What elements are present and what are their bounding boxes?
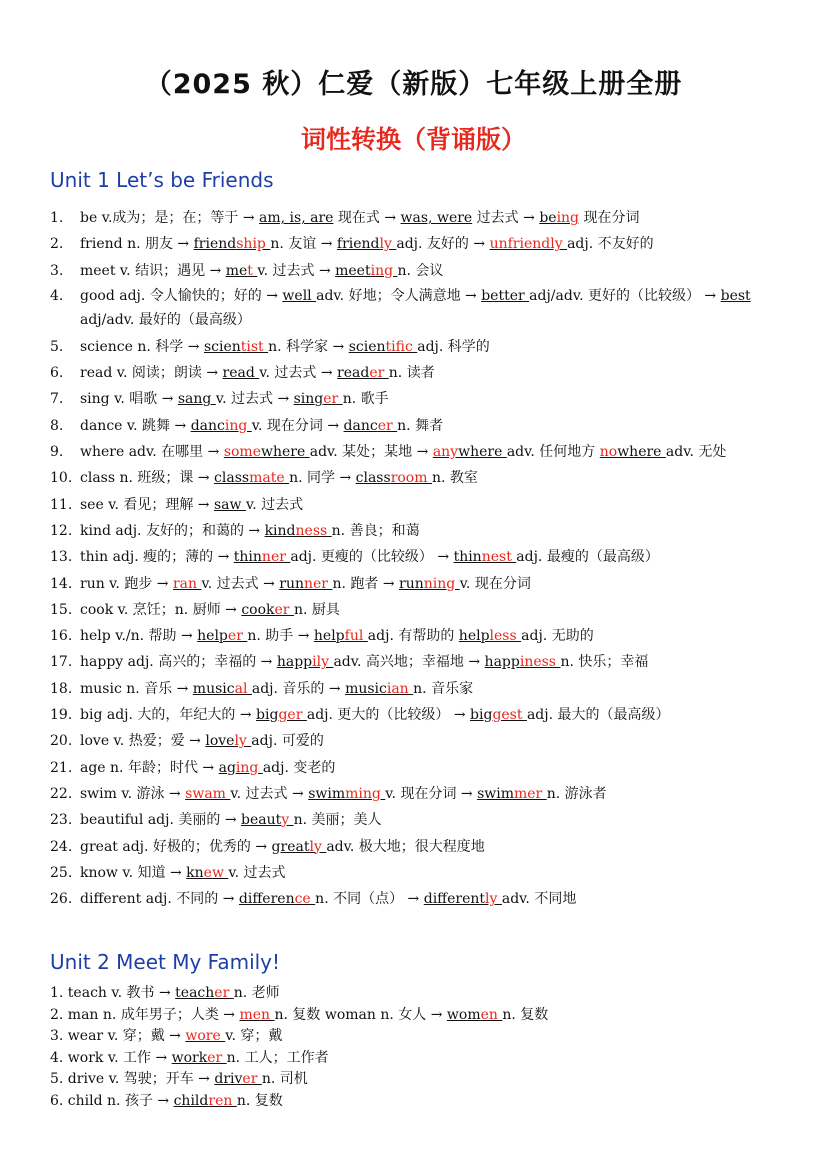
answer-text: ily bbox=[312, 654, 334, 671]
entry-text: adj. 不友好的 bbox=[567, 236, 654, 253]
entry-text: adv. 任何地方 bbox=[506, 444, 600, 461]
answer-text: scien bbox=[203, 338, 241, 355]
answer-text: ly bbox=[485, 891, 502, 908]
answer-text: thin bbox=[453, 549, 482, 566]
page-title: （2025 秋）仁爱（新版）七年级上册全册 bbox=[144, 69, 683, 100]
answer-text: be bbox=[539, 210, 557, 226]
item-number: 3. bbox=[50, 262, 64, 279]
answer-text: swim bbox=[477, 785, 514, 802]
item-number: 23. bbox=[50, 812, 73, 829]
answer-text: sang bbox=[177, 391, 216, 408]
answer-text: ming bbox=[345, 785, 386, 802]
answer-text: swim bbox=[308, 785, 346, 802]
list-item bbox=[50, 623, 790, 649]
answer-text: ce bbox=[294, 891, 316, 908]
item-body bbox=[80, 284, 790, 332]
answer-text: saw bbox=[213, 496, 246, 513]
entry-text: run v. 跑步 → bbox=[80, 575, 173, 592]
answer-text: men bbox=[239, 1006, 275, 1023]
entry-text: n. 助手 → bbox=[247, 628, 314, 645]
list-item bbox=[50, 231, 790, 257]
answer-text: ing bbox=[224, 417, 252, 434]
answer-text: driv bbox=[214, 1071, 243, 1088]
entry-text: n. 司机 bbox=[261, 1071, 308, 1088]
entry-text: adv. 极大地；很大程度地 bbox=[326, 838, 485, 855]
entry-text: adj. 最大的（最高级） bbox=[526, 707, 670, 724]
list-item bbox=[50, 1091, 790, 1113]
entry-text: v. 现在分词 → bbox=[385, 785, 478, 802]
entry-text: n. 复数 bbox=[502, 1006, 549, 1023]
answer-text: tist bbox=[240, 338, 269, 355]
answer-text: run bbox=[279, 575, 304, 592]
item-number: 2. bbox=[50, 236, 64, 253]
answer-text: er bbox=[227, 628, 248, 645]
item-number: 25. bbox=[50, 864, 73, 881]
answer-text: well bbox=[282, 287, 317, 304]
answer-text: er bbox=[274, 601, 294, 618]
entry-text: v. 过去式 → bbox=[257, 262, 336, 279]
item-body bbox=[80, 812, 382, 828]
answer-text: where bbox=[458, 444, 507, 461]
entry-text: happy adj. 高兴的；幸福的 → bbox=[80, 654, 277, 671]
entry-text: v. 穿；戴 bbox=[225, 1028, 283, 1045]
item-body bbox=[80, 497, 303, 513]
item-body bbox=[80, 339, 490, 355]
item-body bbox=[80, 365, 435, 381]
answer-text: swam bbox=[185, 785, 231, 802]
entry-text: adj. 变老的 bbox=[262, 759, 336, 776]
answer-text: ly bbox=[234, 733, 252, 750]
list-item bbox=[50, 755, 790, 781]
entry-text: thin adj. 瘦的；薄的 → bbox=[80, 549, 234, 566]
entry-text: different adj. 不同的 → bbox=[80, 891, 239, 908]
item-body bbox=[80, 263, 443, 279]
list-item bbox=[50, 544, 790, 570]
entry-text: v. 现在分词 bbox=[459, 575, 531, 592]
answer-text: tific bbox=[385, 338, 418, 355]
answer-text: sing bbox=[293, 391, 324, 408]
list-item bbox=[50, 834, 790, 860]
list-item bbox=[50, 1048, 790, 1070]
entry-text: adj. 更瘦的（比较级） → bbox=[290, 549, 454, 566]
entry-text: adv. 高兴地；幸福地 → bbox=[333, 654, 485, 671]
entry-text: 过去式 → bbox=[472, 210, 540, 226]
answer-text: ly bbox=[379, 236, 397, 253]
answer-text: ly bbox=[309, 838, 327, 855]
answer-text: er bbox=[323, 391, 343, 408]
item-body bbox=[80, 681, 473, 697]
entry-text: n. 读者 bbox=[388, 365, 435, 382]
entry-text: class n. 班级；课 → bbox=[80, 470, 215, 487]
list-item bbox=[50, 284, 790, 334]
entry-text: n. 科学家 → bbox=[268, 338, 349, 355]
answer-text: ship bbox=[236, 236, 271, 253]
entry-text: v. 过去式 → bbox=[230, 785, 309, 802]
answer-text: gest bbox=[492, 707, 527, 724]
answer-text: ning bbox=[423, 575, 460, 592]
answer-text: no bbox=[599, 444, 618, 461]
item-number: 26. bbox=[50, 891, 73, 908]
entry-text: friend n. 朋友 → bbox=[80, 236, 194, 253]
item-body bbox=[80, 733, 324, 749]
entry-text: v. 过去式 bbox=[228, 864, 286, 881]
entry-text: see v. 看见；理解 → bbox=[80, 496, 214, 513]
entry-text: 现在分词 bbox=[579, 210, 640, 226]
entry-text: adj. 科学的 bbox=[417, 338, 490, 355]
answer-text: wom bbox=[446, 1006, 481, 1023]
entry-text: n. 快乐；幸福 bbox=[560, 654, 649, 671]
list-item bbox=[50, 386, 790, 412]
entry-text: swim v. 游泳 → bbox=[80, 785, 186, 802]
entry-text: love v. 热爱；爱 → bbox=[80, 733, 206, 750]
list-item bbox=[50, 571, 790, 597]
entry-text: n. 工人；工作者 bbox=[226, 1049, 329, 1066]
item-number: 12. bbox=[50, 522, 73, 539]
item-body bbox=[80, 786, 607, 802]
answer-text: er bbox=[242, 1071, 262, 1088]
entry-text: 5. drive v. 驾驶；开车 → bbox=[50, 1071, 215, 1088]
list-item bbox=[50, 1026, 790, 1048]
answer-text: any bbox=[432, 444, 459, 461]
answer-text: er bbox=[377, 417, 398, 434]
answer-text: ran bbox=[172, 575, 202, 592]
entry-text: 1. teach v. 教书 → bbox=[50, 985, 176, 1001]
entry-text: n. 音乐家 bbox=[413, 680, 474, 697]
answer-text: love bbox=[205, 733, 235, 750]
item-number: 6. bbox=[50, 365, 64, 382]
entry-text: adj. 最瘦的（最高级） bbox=[516, 549, 659, 566]
entry-text: meet v. 结识；遇见 → bbox=[80, 262, 226, 279]
item-body bbox=[80, 210, 639, 226]
answer-text: great bbox=[271, 838, 310, 855]
answer-text: read bbox=[222, 365, 260, 382]
answer-text: best bbox=[720, 287, 751, 304]
entry-text: adv. 无处 bbox=[665, 444, 727, 461]
answer-text: kn bbox=[186, 864, 204, 881]
item-number: 16. bbox=[50, 628, 73, 645]
item-number: 18. bbox=[50, 680, 73, 697]
answer-text: friend bbox=[193, 236, 237, 253]
entry-text: n. 歌手 bbox=[342, 391, 389, 408]
answer-text: read bbox=[337, 365, 370, 382]
list-item bbox=[50, 597, 790, 623]
answer-text: er bbox=[369, 365, 389, 382]
entry-text: n. 教室 bbox=[431, 470, 478, 487]
entry-text: v. 过去式 → bbox=[201, 575, 280, 592]
item-number: 15. bbox=[50, 601, 73, 618]
answer-text: help bbox=[313, 628, 345, 645]
entry-text: age n. 年龄；时代 → bbox=[80, 759, 219, 776]
item-body bbox=[80, 236, 654, 252]
item-number: 8. bbox=[50, 417, 64, 434]
item-body bbox=[80, 707, 670, 723]
answer-text: help bbox=[458, 628, 490, 645]
answer-text: al bbox=[234, 680, 252, 697]
answer-text: me bbox=[225, 262, 248, 279]
page-subtitle: 词性转换（背诵版） bbox=[300, 125, 526, 154]
answer-text: class bbox=[214, 470, 250, 487]
answer-text: ian bbox=[386, 680, 414, 697]
list-item bbox=[50, 983, 790, 1005]
answer-text: different bbox=[423, 891, 486, 908]
item-body bbox=[80, 444, 726, 460]
answer-text: unfriendly bbox=[489, 236, 568, 253]
entry-text: adv. 好地；令人满意地 → bbox=[316, 287, 482, 304]
answer-text: class bbox=[355, 470, 391, 487]
item-body bbox=[80, 602, 340, 618]
answer-text: meet bbox=[335, 262, 371, 279]
list-item bbox=[50, 781, 790, 807]
answer-text: danc bbox=[190, 417, 225, 434]
answer-text: friend bbox=[336, 236, 380, 253]
answer-text: less bbox=[489, 628, 522, 645]
unit-2-word-list bbox=[50, 983, 790, 1113]
entry-text: n. 厨具 bbox=[293, 601, 340, 618]
answer-text: ing bbox=[556, 210, 580, 226]
item-number: 9. bbox=[50, 444, 64, 461]
list-item bbox=[50, 413, 790, 439]
entry-text: adj/adv. 更好的（比较级） → bbox=[529, 287, 721, 304]
entry-text: know v. 知道 → bbox=[80, 864, 187, 881]
answer-text: big bbox=[256, 707, 279, 724]
entry-text: n. 舞者 bbox=[397, 417, 444, 434]
list-item bbox=[50, 258, 790, 284]
answer-text: happ bbox=[484, 654, 520, 671]
entry-text: beautiful adj. 美丽的 → bbox=[80, 812, 242, 829]
answer-text: ing bbox=[370, 262, 398, 279]
entry-text: science n. 科学 → bbox=[80, 338, 204, 355]
answer-text: music bbox=[192, 680, 235, 697]
answer-text: ew bbox=[203, 864, 229, 881]
list-item bbox=[50, 492, 790, 518]
answer-text: mate bbox=[249, 470, 290, 487]
list-item bbox=[50, 886, 790, 912]
list-item bbox=[50, 1005, 790, 1027]
answer-text: help bbox=[197, 628, 228, 645]
item-number: 7. bbox=[50, 391, 64, 408]
answer-text: work bbox=[171, 1049, 208, 1066]
item-number: 19. bbox=[50, 707, 73, 724]
entry-text: dance v. 跳舞 → bbox=[80, 417, 191, 434]
entry-text: 4. work v. 工作 → bbox=[50, 1049, 172, 1066]
entry-text: adj. 音乐的 → bbox=[251, 680, 346, 697]
answer-text: run bbox=[399, 575, 424, 592]
item-body bbox=[80, 628, 594, 644]
list-item bbox=[50, 439, 790, 465]
answer-text: differen bbox=[238, 891, 295, 908]
item-number: 17. bbox=[50, 654, 73, 671]
answer-text: music bbox=[345, 680, 387, 697]
list-item bbox=[50, 1069, 790, 1091]
item-number: 5. bbox=[50, 338, 64, 355]
item-number: 13. bbox=[50, 549, 73, 566]
list-item bbox=[50, 205, 790, 231]
entry-text: adj. 无助的 bbox=[521, 628, 594, 645]
entry-text: adj/adv. 最好的（最高级） bbox=[80, 311, 251, 328]
item-number: 14. bbox=[50, 575, 73, 592]
item-body bbox=[80, 549, 659, 565]
item-number: 10. bbox=[50, 470, 73, 487]
entry-text: v. 现在分词 → bbox=[251, 417, 344, 434]
item-number: 24. bbox=[50, 838, 73, 855]
item-number: 11. bbox=[50, 496, 73, 513]
unit-2-heading: Unit 2 Meet My Family! bbox=[50, 950, 281, 974]
entry-text: n. 游泳者 bbox=[546, 785, 607, 802]
item-number: 4. bbox=[50, 287, 64, 304]
entry-text: adj. 可爱的 bbox=[251, 733, 324, 750]
item-body bbox=[80, 523, 420, 539]
unit-1-heading: Unit 1 Let’s be Friends bbox=[50, 168, 274, 192]
list-item bbox=[50, 334, 790, 360]
answer-text: en bbox=[480, 1006, 503, 1023]
answer-text: big bbox=[470, 707, 493, 724]
answer-text: am, is, are bbox=[259, 210, 334, 226]
list-item bbox=[50, 676, 790, 702]
answer-text: t bbox=[247, 262, 258, 279]
entry-text: music n. 音乐 → bbox=[80, 680, 193, 697]
answer-text: child bbox=[173, 1092, 209, 1109]
entry-text: n. 跑者 → bbox=[332, 575, 400, 592]
answer-text: teach bbox=[175, 985, 215, 1001]
entry-text: n. 会议 bbox=[397, 262, 444, 279]
item-body bbox=[80, 470, 478, 486]
entry-text: v. 过去式 → bbox=[215, 391, 294, 408]
item-body bbox=[80, 891, 576, 907]
entry-text: sing v. 唱歌 → bbox=[80, 391, 178, 408]
list-item bbox=[50, 860, 790, 886]
item-number: 20. bbox=[50, 733, 73, 750]
answer-text: ing bbox=[235, 759, 263, 776]
list-item bbox=[50, 360, 790, 386]
entry-text: n. 同学 → bbox=[289, 470, 356, 487]
entry-text: n. 老师 bbox=[233, 985, 280, 1001]
entry-text: n. 友谊 → bbox=[270, 236, 337, 253]
entry-text: big adj. 大的，年纪大的 → bbox=[80, 707, 257, 724]
answer-text: kind bbox=[264, 522, 296, 539]
item-body bbox=[80, 391, 389, 407]
item-number: 22. bbox=[50, 785, 73, 802]
entry-text: good adj. 令人愉快的；好的 → bbox=[80, 287, 283, 304]
entry-text: where adv. 在哪里 → bbox=[80, 444, 224, 461]
answer-text: er bbox=[207, 1049, 227, 1066]
entry-text: n. 不同（点） → bbox=[315, 891, 424, 908]
answer-text: some bbox=[223, 444, 261, 461]
entry-text: be v.成为；是；在；等于 → bbox=[80, 210, 260, 226]
answer-text: y bbox=[281, 812, 294, 829]
entry-text: 6. child n. 孩子 → bbox=[50, 1092, 174, 1109]
answer-text: ger bbox=[278, 707, 307, 724]
answer-text: iness bbox=[519, 654, 561, 671]
answer-text: where bbox=[261, 444, 310, 461]
item-body bbox=[80, 865, 286, 881]
entry-text: 现在式 → bbox=[333, 210, 401, 226]
entry-text: adj. 更大的（比较级） → bbox=[306, 707, 471, 724]
entry-text: n. 善良；和蔼 bbox=[331, 522, 420, 539]
answer-text: happ bbox=[276, 654, 313, 671]
list-item bbox=[50, 649, 790, 675]
entry-text: 2. man n. 成年男子；人类 → bbox=[50, 1006, 240, 1023]
answer-text: was, were bbox=[400, 210, 473, 226]
item-body bbox=[80, 576, 531, 592]
item-body bbox=[80, 839, 485, 855]
answer-text: ner bbox=[261, 549, 291, 566]
answer-text: er bbox=[214, 985, 234, 1001]
answer-text: mer bbox=[514, 785, 547, 802]
entry-text: adv. 不同地 bbox=[501, 891, 577, 908]
entry-text: 3. wear v. 穿；戴 → bbox=[50, 1028, 186, 1045]
answer-text: ag bbox=[218, 759, 236, 776]
item-number: 21. bbox=[50, 759, 73, 776]
entry-text: help v./n. 帮助 → bbox=[80, 628, 198, 645]
item-body bbox=[80, 760, 335, 776]
answer-text: room bbox=[390, 470, 432, 487]
answer-text: nest bbox=[481, 549, 517, 566]
answer-text: wore bbox=[185, 1028, 226, 1045]
entry-text: adj. 有帮助的 bbox=[367, 628, 459, 645]
entry-text: adj. 友好的 → bbox=[396, 236, 490, 253]
answer-text: cook bbox=[241, 601, 275, 618]
entry-text: adv. 某处；某地 → bbox=[309, 444, 433, 461]
item-number: 1. bbox=[50, 210, 64, 226]
entry-text: v. 过去式 bbox=[245, 496, 304, 513]
list-item bbox=[50, 465, 790, 491]
list-item bbox=[50, 518, 790, 544]
entry-text: great adj. 好极的；优秀的 → bbox=[80, 838, 272, 855]
answer-text: beaut bbox=[241, 812, 282, 829]
answer-text: ner bbox=[304, 575, 333, 592]
entry-text: n. 复数 bbox=[236, 1092, 283, 1109]
entry-text: n. 美丽；美人 bbox=[293, 812, 382, 829]
item-body bbox=[80, 418, 443, 434]
answer-text: thin bbox=[233, 549, 262, 566]
entry-text: v. 过去式 → bbox=[259, 365, 338, 382]
entry-text: cook v. 烹饪；n. 厨师 → bbox=[80, 601, 242, 618]
item-body bbox=[80, 654, 648, 670]
answer-text: ful bbox=[344, 628, 368, 645]
answer-text: ness bbox=[295, 522, 332, 539]
answer-text: scien bbox=[348, 338, 386, 355]
entry-text: read v. 阅读；朗读 → bbox=[80, 365, 223, 382]
list-item bbox=[50, 728, 790, 754]
entry-text: kind adj. 友好的；和蔼的 → bbox=[80, 522, 265, 539]
list-item bbox=[50, 807, 790, 833]
entry-text: n. 复数 woman n. 女人 → bbox=[274, 1006, 447, 1023]
answer-text: ren bbox=[208, 1092, 237, 1109]
answer-text: danc bbox=[343, 417, 378, 434]
list-item bbox=[50, 702, 790, 728]
unit-1-word-list bbox=[50, 205, 790, 912]
answer-text: better bbox=[481, 287, 530, 304]
answer-text: where bbox=[617, 444, 666, 461]
